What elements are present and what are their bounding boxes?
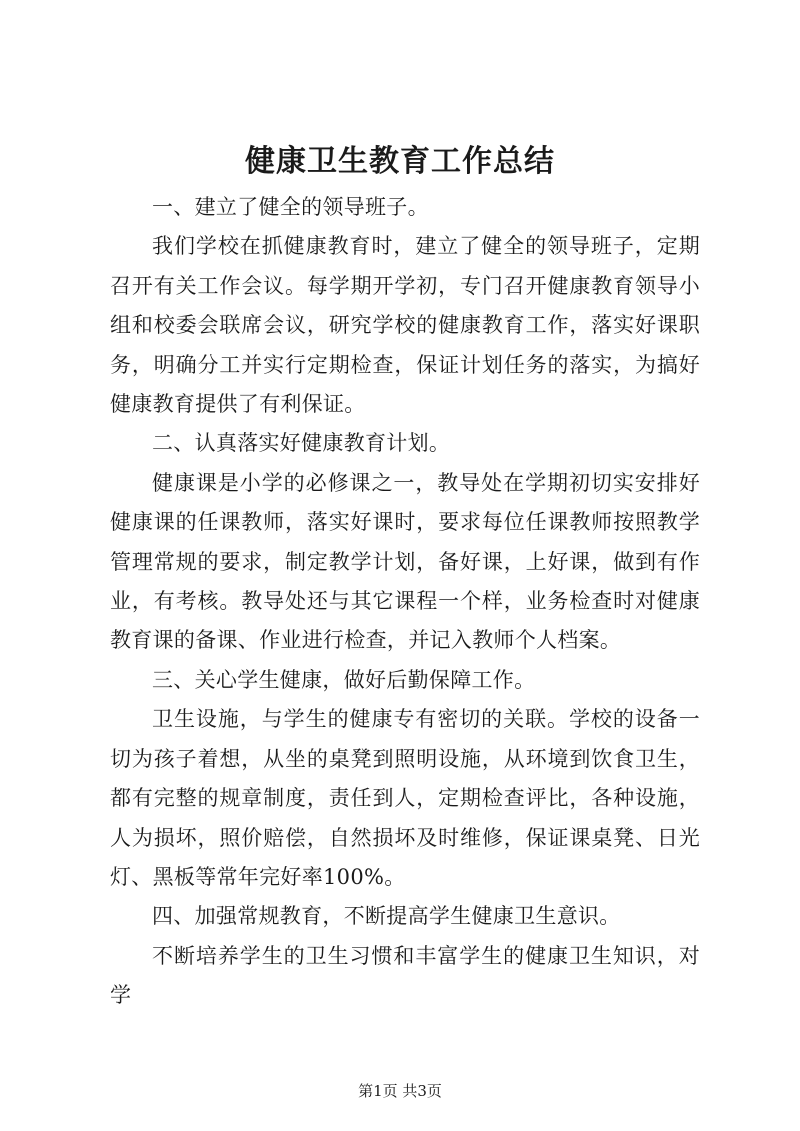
paragraph-3: 卫生设施，与学生的健康专有密切的关联。学校的设备一切为孩子着想，从坐的桌凳到照明设施，从环境到饮食卫生，都有完整的规章制度，责任到人，定期检查评比，各种设施，人为损坏，照价赔偿，自然损坏及时维修，保证课桌凳、日光灯、黑板等常年完好率100%。 — [110, 707, 700, 889]
section-heading-1: 一、建立了健全的领导班子。 — [152, 195, 429, 219]
paragraph-2: 健康课是小学的必修课之一，教导处在学期初切实安排好健康课的任课教师，落实好课时，要求每位任课教师按照教学管理常规的要求，制定教学计划，备好课，上好课，做到有作业，有考核。教导处还与其它课程一个样，业务检查时对健康教育课的备课、作业进行检查，并记入教师个人档案。 — [110, 470, 700, 653]
paragraph-1: 我们学校在抓健康教育时，建立了健全的领导班子，定期召开有关工作会议。每学期开学初，专门召开健康教育领导小组和校委会联席会议，研究学校的健康教育工作，落实好课职务，明确分工并实行定期检查，保证计划任务的落实，为搞好健康教育提供了有利保证。 — [110, 234, 700, 417]
page-footer: 第1页 共3页 — [358, 1082, 442, 1100]
document-body — [110, 188, 700, 1016]
paragraph-4: 不断培养学生的卫生习惯和丰富学生的健康卫生知识，对学 — [110, 943, 700, 1008]
section-heading-4: 四、加强常规教育，不断提高学生健康卫生意识。 — [152, 904, 621, 929]
document-title: 健康卫生教育工作总结 — [245, 144, 555, 179]
section-heading-2: 二、认真落实好健康教育计划。 — [152, 431, 451, 456]
section-heading-3: 三、关心学生健康，做好后勤保障工作。 — [152, 667, 536, 692]
